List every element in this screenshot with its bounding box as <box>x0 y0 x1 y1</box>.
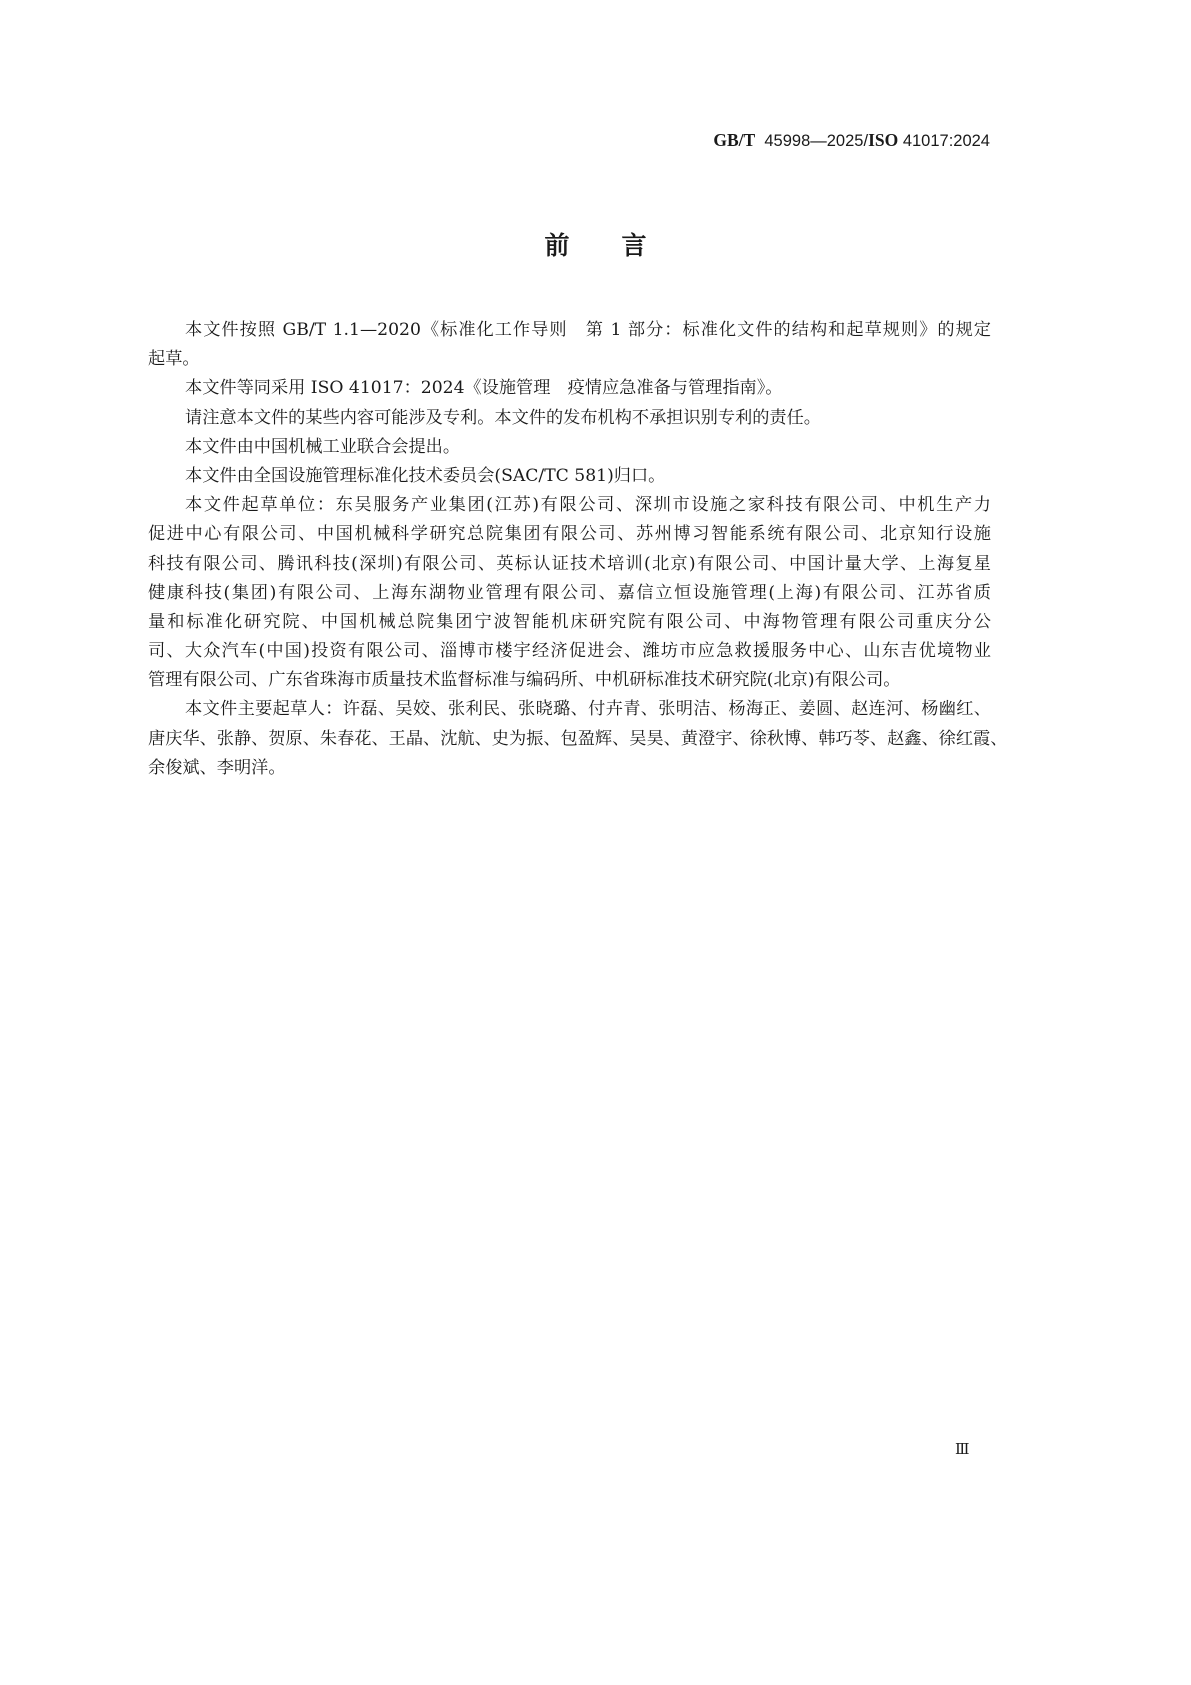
paragraph-line: 促进中心有限公司、中国机械科学研究总院集团有限公司、苏州博习智能系统有限公司、北京知行设施 <box>148 524 991 545</box>
foreword-body <box>148 316 1008 783</box>
page-number: Ⅲ <box>955 1440 970 1458</box>
paragraph-line: 科技有限公司、腾讯科技(深圳)有限公司、英标认证技术培训(北京)有限公司、中国计量大学、上海复星 <box>148 553 991 574</box>
paragraph <box>148 491 991 695</box>
iso-number: 41017:2024 <box>902 132 990 150</box>
paragraph-line: 唐庆华、张静、贺原、朱春花、王晶、沈航、史为振、包盈辉、吴昊、黄澄宇、徐秋博、韩巧苓、赵鑫、徐红霞、 <box>148 728 1008 749</box>
paragraph <box>148 404 991 433</box>
paragraph-line: 司、大众汽车(中国)投资有限公司、淄博市楼宇经济促进会、潍坊市应急救援服务中心、山东吉优境物业 <box>148 641 991 662</box>
paragraph <box>148 433 991 462</box>
paragraph-line: 本文件按照 GB/T 1.1—2020《标准化工作导则 第 1 部分：标准化文件的结构和起草规则》的规定 <box>185 320 991 340</box>
paragraph-line: 余俊斌、李明洋。 <box>148 757 286 778</box>
code-prefix: GB/T <box>713 130 756 150</box>
code-number: 45998—2025/ <box>764 132 869 150</box>
iso-prefix: ISO <box>868 130 899 150</box>
paragraph <box>148 695 1008 783</box>
paragraph-line: 本文件主要起草人：许磊、吴姣、张利民、张晓璐、付卉青、张明洁、杨海正、姜圆、赵连河、杨幽红、 <box>185 699 991 720</box>
paragraph-line: 健康科技(集团)有限公司、上海东湖物业管理有限公司、嘉信立恒设施管理(上海)有限公司、江苏省质 <box>148 582 991 603</box>
paragraph <box>148 374 991 403</box>
paragraph <box>148 462 991 491</box>
paragraph-line: 本文件等同采用 ISO 41017：2024《设施管理 疫情应急准备与管理指南》。 <box>185 378 783 399</box>
paragraph-line: 请注意本文件的某些内容可能涉及专利。本文件的发布机构不承担识别专利的责任。 <box>185 407 821 428</box>
paragraph-line: 本文件由全国设施管理标准化技术委员会(SAC/TC 581)归口。 <box>185 465 666 486</box>
paragraph-line: 量和标准化研究院、中国机械总院集团宁波智能机床研究院有限公司、中海物管理有限公司重庆分公 <box>148 611 991 632</box>
paragraph-line: 起草。 <box>148 349 200 370</box>
document-code <box>713 130 990 151</box>
paragraph-line: 管理有限公司、广东省珠海市质量技术监督标准与编码所、中机研标准技术研究院(北京)有限公司。 <box>148 670 901 691</box>
paragraph <box>148 316 991 374</box>
paragraph-line: 本文件由中国机械工业联合会提出。 <box>185 436 461 457</box>
page-title: 前言 <box>544 231 699 260</box>
paragraph-line: 本文件起草单位：东吴服务产业集团(江苏)有限公司、深圳市设施之家科技有限公司、中机生产力 <box>185 495 991 516</box>
